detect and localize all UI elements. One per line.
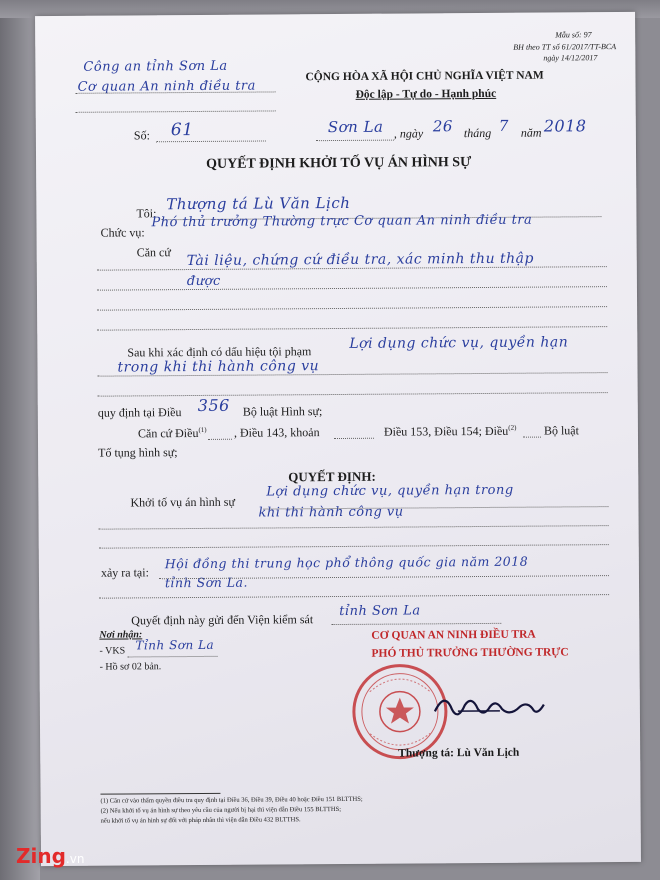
xayra-value1: Hội đồng thi trung học phổ thông quốc gia năm 2018: [164, 553, 529, 572]
year-value: 2018: [543, 116, 587, 136]
sign-position: PHÓ THỦ TRƯỞNG THƯỜNG TRỰC: [371, 646, 569, 660]
so-value: 61: [170, 120, 194, 141]
khoito-dots2: [99, 525, 609, 530]
so-dots: [156, 140, 266, 142]
agency-line1: Công an tỉnh Sơn La: [83, 58, 228, 75]
recipients-hoso: - Hồ sơ 02 bản.: [99, 661, 162, 673]
quyetdinh-heading: QUYẾT ĐỊNH:: [288, 468, 376, 485]
zing-logo-brand: Zing: [16, 844, 66, 868]
footnote-1: (1) Căn cứ vào thẩm quyền điều tra quy định tại Điều 36, Điều 39, Điều 40 hoặc Điều 151 BLTTHS;: [100, 795, 363, 805]
khoito-label: Khởi tố vụ án hình sự: [130, 494, 235, 510]
recipients-vks-value: Tỉnh Sơn La: [135, 637, 215, 653]
gui-value: tỉnh Sơn La: [339, 603, 421, 619]
chucvu-value: Phó thủ trưởng Thường trực Cơ quan An ninh điều tra: [151, 212, 533, 231]
cancu-dieu-dots1: [208, 439, 232, 440]
cancu-dieu-mid: , Điều 143, khoản: [233, 425, 320, 440]
saukhi-label: Sau khi xác định có dấu hiệu tội phạm: [127, 344, 312, 360]
cancu-dots2: [97, 286, 607, 291]
footnote-2: (2) Nếu khởi tố vụ án hình sự theo yêu cầu của người bị hại thì viện dẫn Điều 155 BLTTHS;: [100, 805, 342, 815]
toi-value: Thượng tá Lù Văn Lịch: [166, 193, 351, 214]
khoito-value2: khi thi hành công vụ: [258, 504, 404, 521]
thang-label: tháng: [463, 125, 492, 141]
handwritten-signature: [430, 681, 550, 732]
zing-logo: [16, 844, 84, 868]
recipients-vks-dots: [128, 656, 218, 658]
agency-line2: Cơ quan An ninh điều tra: [77, 78, 256, 95]
country-name: CỘNG HÒA XÃ HỘI CHỦ NGHĨA VIỆT NAM: [305, 69, 544, 84]
form-ref: BH theo TT số 61/2017/TT-BCA: [513, 42, 617, 52]
cancu-dieu-text: Căn cứ Điều: [137, 425, 199, 441]
agency-line2-dots: [76, 110, 276, 112]
so-label: Số:: [133, 128, 150, 143]
recipients-vks-label: - VKS: [99, 645, 126, 657]
xayra-dots2: [99, 594, 609, 599]
form-number: Mẫu số: 97: [555, 30, 592, 40]
toi-label: Tôi:: [136, 206, 157, 221]
xayra-value2: tỉnh Sơn La.: [164, 574, 248, 591]
recipients-label: Nơi nhận:: [99, 629, 143, 641]
saukhi-dots2: [98, 392, 608, 397]
gui-label: Quyết định này gửi đến Viện kiểm sát: [131, 612, 314, 628]
nam-label: năm: [520, 125, 542, 140]
chucvu-label: Chức vụ:: [100, 225, 145, 240]
sup-2: (2): [508, 423, 517, 432]
cancu-dieu-mid2: [384, 424, 517, 440]
boluat: Bộ luật: [543, 423, 579, 438]
cancu-dots3: [97, 306, 607, 311]
document-title: QUYẾT ĐỊNH KHỞI TỐ VỤ ÁN HÌNH SỰ: [206, 155, 472, 172]
footnote-rule: [100, 793, 220, 795]
sign-name: Thượng tá: Lù Văn Lịch: [398, 746, 520, 760]
saukhi-value2: trong khi thi hành công vụ: [117, 358, 320, 376]
cancu-value2: được: [186, 273, 221, 290]
cancu-dieu-mid2-text: Điều 153, Điều 154; Điều: [383, 423, 509, 439]
place-dots: [316, 140, 394, 142]
day-value: 26: [432, 117, 453, 136]
form-date: ngày 14/12/2017: [543, 53, 598, 63]
document-paper: [35, 12, 641, 866]
sign-agency: CƠ QUAN AN NINH ĐIỀU TRA: [371, 628, 536, 642]
background-left: [0, 0, 40, 880]
month-value: 7: [498, 116, 509, 135]
xayra-label: xảy ra tại:: [100, 565, 149, 580]
totung: Tố tụng hình sự;: [98, 445, 178, 460]
quydinh-label: quy định tại Điều: [97, 405, 182, 420]
blhs-label: Bộ luật Hình sự;: [242, 404, 323, 419]
cancu-value1: Tài liệu, chứng cứ điều tra, xác minh thu thập: [186, 250, 535, 270]
cancu-dots4: [97, 326, 607, 331]
cancu-dieu-label: [138, 426, 207, 441]
dieu-value: 356: [197, 395, 230, 415]
khoito-dots3: [99, 544, 609, 549]
ngay-label: , ngày: [393, 126, 424, 141]
gui-dots: [331, 623, 501, 625]
zing-logo-suffix: .vn: [65, 852, 85, 866]
khoito-value1: Lợi dụng chức vụ, quyền hạn trong: [266, 482, 514, 500]
motto: Độc lập - Tự do - Hạnh phúc: [355, 87, 497, 101]
cancu-dieu-dots2: [334, 438, 374, 439]
place: Sơn La: [327, 117, 384, 137]
saukhi-value1: Lợi dụng chức vụ, quyền hạn: [349, 334, 569, 352]
cancu-label: Căn cứ: [136, 245, 171, 260]
footnote-3: nếu khởi tố vụ án hình sự đối với pháp nhân thì viện dẫn Điều 432 BLTTHS.: [100, 816, 301, 825]
cancu-dieu-dots3: [523, 437, 541, 438]
sup-1: (1): [198, 425, 207, 434]
